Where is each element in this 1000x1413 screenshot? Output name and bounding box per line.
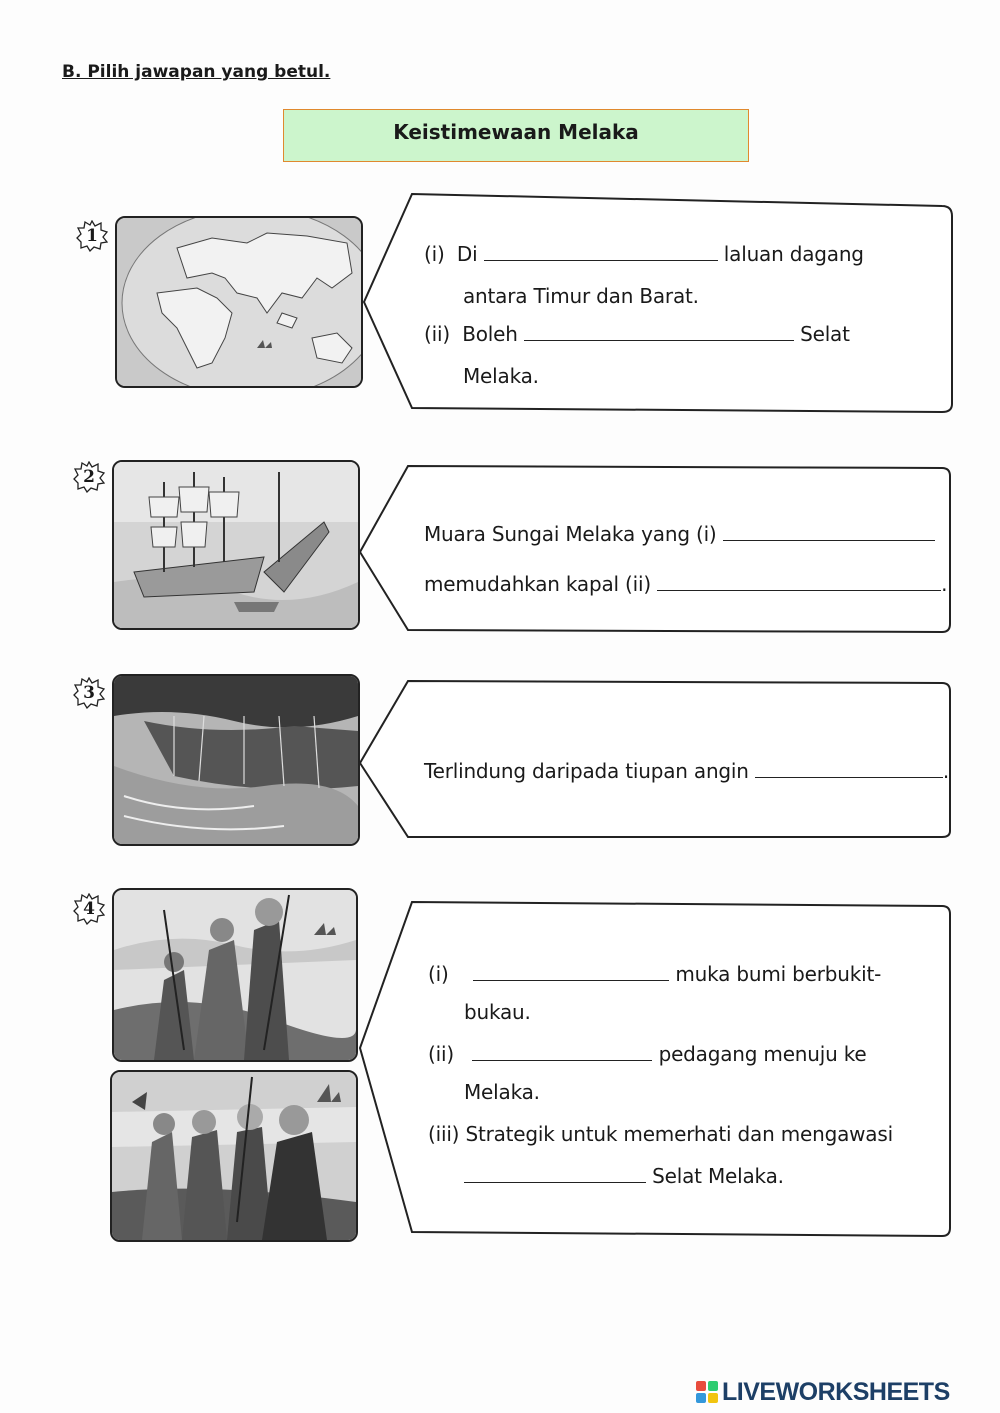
answer-blank[interactable]	[755, 776, 943, 778]
statement-line: memudahkan kapal (ii) .	[424, 572, 948, 596]
world-map-image	[115, 216, 363, 388]
title-box	[283, 109, 749, 162]
answer-callout	[358, 677, 954, 841]
statement-line: (ii) pedagang menuju ke	[428, 1042, 867, 1066]
statement-line: (i) Di laluan dagang	[424, 242, 864, 266]
item-number-badge: 2	[73, 461, 105, 493]
statement-line: (i) muka bumi berbukit-	[428, 962, 882, 986]
logo-square	[708, 1381, 718, 1391]
instruction-heading: B. Pilih jawapan yang betul.	[62, 62, 331, 82]
answer-blank[interactable]	[473, 979, 669, 981]
statement-line: Muara Sungai Melaka yang (i)	[424, 524, 935, 544]
statement-line: (ii) Boleh Selat	[424, 322, 850, 346]
logo-square	[708, 1393, 718, 1403]
statement-line: Terlindung daripada tiupan angin .	[424, 759, 950, 783]
page-title: Keistimewaan Melaka	[393, 120, 639, 144]
statement-line: antara Timur dan Barat.	[463, 284, 699, 308]
mangrove-image	[112, 674, 360, 846]
logo-square	[696, 1393, 706, 1403]
liveworksheets-logo-icon	[696, 1381, 718, 1403]
logo-square	[696, 1381, 706, 1391]
item-number-badge: 3	[73, 677, 105, 709]
item-number-badge: 1	[76, 220, 108, 252]
statement-line: Selat Melaka.	[464, 1166, 784, 1186]
answer-blank[interactable]	[484, 259, 718, 261]
statement-line: (iii) Strategik untuk memerhati dan mengawasi	[428, 1122, 893, 1146]
answer-blank[interactable]	[472, 1059, 652, 1061]
statement-line: bukau.	[464, 1000, 531, 1024]
answer-blank[interactable]	[524, 339, 794, 341]
statement-line: Melaka.	[464, 1080, 540, 1104]
ships-image	[112, 460, 360, 630]
answer-callout	[362, 190, 954, 416]
boat-warriors-image	[110, 1070, 358, 1242]
statement-line: Melaka.	[463, 364, 539, 388]
answer-blank[interactable]	[464, 1181, 646, 1183]
liveworksheets-watermark	[696, 1379, 950, 1405]
answer-blank[interactable]	[657, 589, 941, 591]
item-number-badge: 4	[73, 893, 105, 925]
answer-callout	[358, 462, 954, 636]
brand-name: LIVEWORKSHEETS	[722, 1377, 950, 1406]
hill-guards-image	[112, 888, 358, 1062]
answer-blank[interactable]	[723, 539, 935, 541]
answer-callout	[358, 898, 954, 1240]
